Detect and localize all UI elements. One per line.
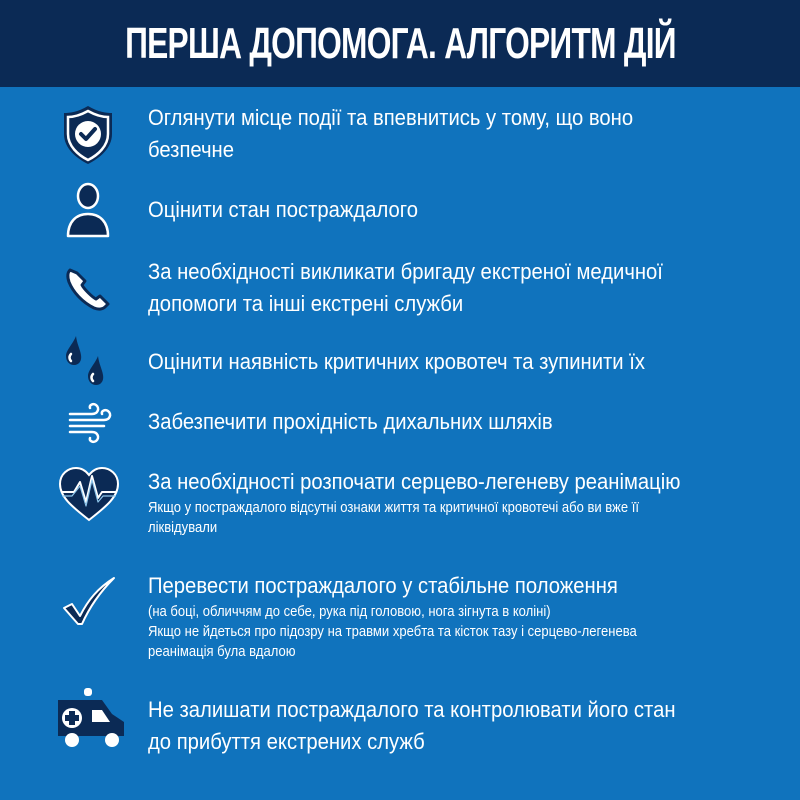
step-title: [148, 256, 768, 320]
step-title-line: Оцінити наявність критичних кровотеч та зупинити їх: [148, 349, 645, 374]
step-note-line: Якщо не йдеться про підозру на травми хребта та кісток тазу і серцево-легенева: [148, 624, 637, 640]
step-title: [148, 570, 768, 602]
step-title-line: Не залишати постраждалого та контролювати його стан: [148, 697, 676, 722]
blood-drops-icon: [56, 332, 120, 396]
step-title: [148, 102, 768, 166]
step-note-line: ліквідували: [148, 520, 218, 536]
checkmark-icon: [56, 572, 120, 636]
step-note-line: Якщо у постраждалого відсутні ознаки життя та критичної кровотечі або ви вже її: [148, 500, 639, 516]
step-title-line: За необхідності викликати бригаду екстреної медичної: [148, 259, 663, 284]
step-title-line: до прибуття екстрених служб: [148, 729, 425, 754]
wind-icon: [56, 392, 120, 456]
step-note-line: реанімація була вдалою: [148, 644, 296, 660]
header-bar: [0, 0, 800, 87]
step-title-line: безпечне: [148, 137, 234, 162]
step-title-line: Оглянути місце події та впевнитись у тому, що воно: [148, 105, 634, 130]
heart-pulse-icon: [54, 462, 124, 526]
shield-check-icon: [56, 102, 120, 166]
step-note: [148, 602, 769, 662]
page-title: ПЕРША ДОПОМОГА. АЛГОРИТМ ДІЙ: [124, 18, 676, 68]
step-title: [148, 346, 768, 378]
ambulance-icon: [54, 686, 128, 750]
step-title-line: допомоги та інші екстрені служби: [148, 291, 464, 316]
step-title: [148, 694, 768, 758]
step-title-line: Оцінити стан постраждалого: [148, 197, 418, 222]
phone-icon: [56, 256, 120, 320]
step-title-line: Перевести постраждалого у стабільне положення: [148, 573, 618, 598]
step-title: [148, 194, 768, 226]
step-title: [148, 466, 768, 498]
step-note: [148, 498, 769, 538]
step-note-line: (на боці, обличчям до себе, рука під головою, нога зігнута в коліні): [148, 604, 551, 620]
step-title-line: Забезпечити прохідність дихальних шляхів: [148, 409, 553, 434]
step-title-line: За необхідності розпочати серцево-легеневу реанімацію: [148, 469, 681, 494]
person-icon: [56, 178, 120, 242]
step-title: [148, 406, 768, 438]
